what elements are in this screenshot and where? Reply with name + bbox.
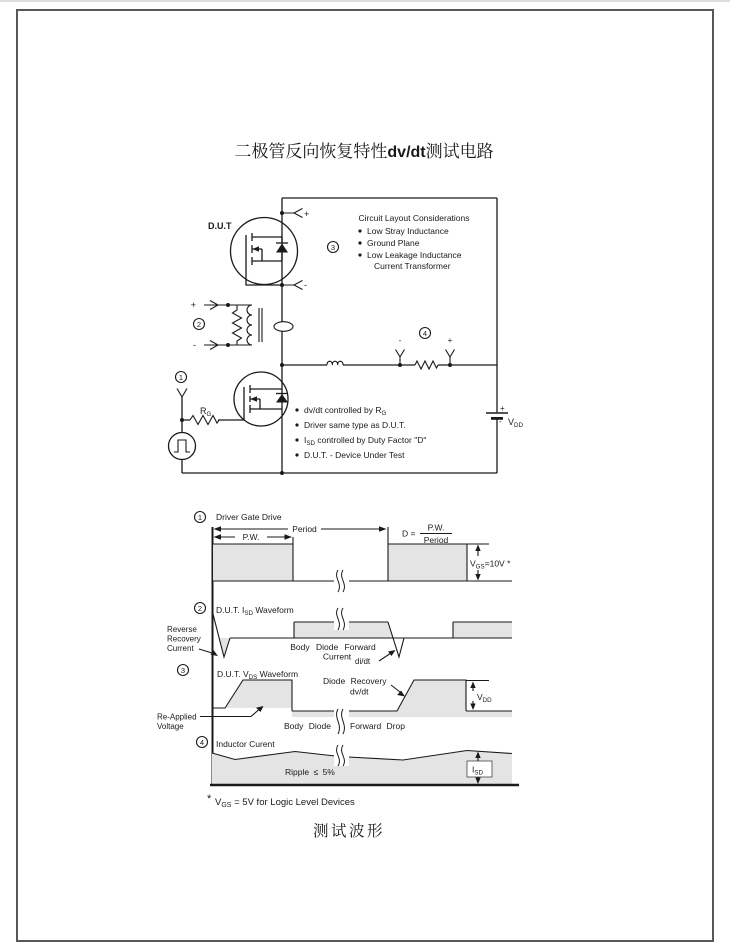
layout-considerations xyxy=(358,213,469,271)
isd-measure-label: ISD xyxy=(472,764,483,777)
page-title: 二极管反向恢复特性dv/dt测试电路 xyxy=(234,142,494,162)
marker-3 xyxy=(328,242,339,253)
junction-dot xyxy=(280,363,284,367)
reapplied-leader xyxy=(200,710,259,717)
break-marks xyxy=(334,570,349,766)
vdd-battery xyxy=(486,404,523,429)
svg-text:4: 4 xyxy=(199,738,205,747)
gate-node-wire xyxy=(182,397,190,420)
sense-minus-sign: - xyxy=(398,336,402,345)
battery-minus: - xyxy=(499,417,502,426)
dut-body-arrow xyxy=(253,246,260,252)
probe-arrow-1 xyxy=(177,389,187,398)
driver-body-diode xyxy=(276,394,288,403)
svg-text:3: 3 xyxy=(180,666,186,675)
pulse-fill xyxy=(388,544,467,581)
xfmr-plus-terminal-arrow xyxy=(204,301,218,310)
page-top-edge xyxy=(0,0,730,2)
driver-mosfet xyxy=(218,363,288,475)
duty-frac-den: Period xyxy=(423,535,449,545)
bullet-dot xyxy=(295,423,298,426)
pulse-generator xyxy=(169,433,196,460)
figure-caption: 测试波形 xyxy=(312,822,386,840)
pw-label: P.W. xyxy=(242,532,260,542)
dut-mosfet xyxy=(208,218,298,286)
marker-4 xyxy=(420,328,431,339)
footnote: VGS = 5V for Logic Level Devices xyxy=(215,797,355,809)
note-2: Driver same type as D.U.T. xyxy=(304,420,406,430)
sense-resistor xyxy=(415,361,438,369)
gate-drive-branch xyxy=(169,372,220,474)
circuit-notes xyxy=(295,405,426,460)
vdd-measure-label: VDD xyxy=(477,692,492,704)
vdd-label: VDD xyxy=(508,417,523,429)
ripple-label: Ripple ≤ 5% xyxy=(285,767,335,777)
test-circuit xyxy=(169,198,524,475)
forward-drop-line-left: Body Diode xyxy=(284,721,331,731)
burden-resistor xyxy=(233,305,242,345)
battery-plus: + xyxy=(500,404,505,413)
inductor xyxy=(327,361,343,365)
probe-arrow-minus xyxy=(396,350,405,366)
svg-text:2: 2 xyxy=(197,604,203,613)
arrowhead xyxy=(388,650,396,656)
duty-frac-num: P.W. xyxy=(427,522,445,533)
vds-fill-1 xyxy=(225,680,292,708)
reapplied-line1: Re-Applied xyxy=(157,712,197,722)
xfmr-minus-terminal-arrow xyxy=(204,341,218,350)
diode-recovery-line1: Diode Recovery xyxy=(323,676,387,686)
body-current-line1: Body Diode Forward xyxy=(290,642,376,652)
body-current-line2: Current xyxy=(322,651,352,662)
junction-dot xyxy=(226,343,230,347)
dut-body-diode xyxy=(276,244,288,253)
arrowhead xyxy=(475,574,480,581)
marker-1 xyxy=(176,372,187,383)
layout-bullet-2: Ground Plane xyxy=(367,238,420,248)
note-1: dv/dt controlled by RG xyxy=(304,405,387,417)
rrc-line2: Recovery xyxy=(167,634,201,644)
period-label: Period xyxy=(292,524,317,534)
sense-plus-sign: + xyxy=(447,336,453,345)
isd-fill xyxy=(453,622,512,638)
layout-bullet-3: Low Leakage Inductance xyxy=(367,250,462,260)
primary-loop xyxy=(274,322,293,332)
vgs-label: VGS=10V * xyxy=(470,558,511,571)
layout-bullet-3-cont: Current Transformer xyxy=(374,261,451,271)
rrc-line3: Current xyxy=(167,644,194,653)
duty-eq: D = xyxy=(402,528,416,539)
svg-text:4: 4 xyxy=(422,329,428,338)
didt-label: di/dt xyxy=(355,657,371,666)
arrowhead xyxy=(214,526,222,532)
pulse-fill xyxy=(213,544,293,581)
arrowhead xyxy=(475,545,480,552)
note-3: ISD controlled by Duty Factor "D" xyxy=(304,435,427,447)
svg-text:3: 3 xyxy=(330,243,336,252)
secondary-winding-coil xyxy=(247,305,252,345)
bullet-dot xyxy=(358,229,361,232)
waveform-inductor xyxy=(197,737,520,786)
note-4: D.U.T. - Device Under Test xyxy=(304,450,405,460)
dut-plus-terminal-arrow xyxy=(282,209,303,218)
probe-arrow-plus xyxy=(446,350,455,366)
dut-minus-sign: - xyxy=(304,280,307,290)
dut-plus-sign: + xyxy=(304,209,310,219)
marker-w3 xyxy=(178,665,189,676)
bullet-dot xyxy=(358,253,361,256)
sense-branch xyxy=(327,328,455,370)
arrowhead xyxy=(285,534,293,540)
footnote-star: * xyxy=(207,793,212,805)
marker-w1 xyxy=(195,512,206,523)
bullet-dot xyxy=(295,453,298,456)
xfmr-wires xyxy=(212,305,252,345)
transformer-core xyxy=(259,308,262,342)
didt-leader xyxy=(379,653,391,661)
w2-label: D.U.T. ISD Waveform xyxy=(216,605,294,617)
current-transformer xyxy=(191,300,293,350)
dut-terminals xyxy=(280,209,339,291)
w4-label: Inductor Curent xyxy=(216,739,275,749)
bullet-dot xyxy=(295,438,298,441)
arrowhead xyxy=(470,704,475,711)
dvdt-leader xyxy=(391,685,400,692)
junction-dot xyxy=(280,471,284,475)
waveform-diagram xyxy=(157,512,519,810)
marker-w4 xyxy=(197,737,208,748)
arrowhead xyxy=(379,526,387,532)
svg-text:2: 2 xyxy=(196,320,202,329)
arrowhead xyxy=(214,534,222,540)
driver-body-arrow xyxy=(251,396,258,402)
dut-label: D.U.T xyxy=(208,221,232,231)
bullet-dot xyxy=(358,241,361,244)
rg-resistor xyxy=(190,416,219,425)
svg-text:1: 1 xyxy=(178,373,184,382)
waveform-gate-drive xyxy=(195,512,513,582)
marker-2 xyxy=(194,319,205,330)
dut-minus-terminal-arrow xyxy=(282,281,303,290)
rrc-leader xyxy=(199,649,212,653)
diode-recovery-line2: dv/dt xyxy=(350,686,369,697)
w1-label: Driver Gate Drive xyxy=(216,512,282,522)
layout-bullet-1: Low Stray Inductance xyxy=(367,226,449,236)
svg-text:1: 1 xyxy=(197,513,203,522)
dut-circle xyxy=(231,218,298,285)
forward-drop-line-right: Forward Drop xyxy=(350,721,405,731)
reapplied-line2: Voltage xyxy=(157,722,184,731)
rg-label: RG xyxy=(200,406,212,418)
pulse-glyph xyxy=(174,440,190,452)
bullet-dot xyxy=(295,408,298,411)
marker-w2 xyxy=(195,603,206,614)
xfmr-plus-sign: + xyxy=(190,300,196,310)
arrowhead xyxy=(470,682,475,689)
rrc-line1: Reverse xyxy=(167,625,197,634)
xfmr-minus-sign: - xyxy=(193,340,196,350)
junction-dot xyxy=(226,303,230,307)
w3-label: D.U.T. VDS Waveform xyxy=(217,669,299,681)
layout-title: Circuit Layout Considerations xyxy=(358,213,470,223)
